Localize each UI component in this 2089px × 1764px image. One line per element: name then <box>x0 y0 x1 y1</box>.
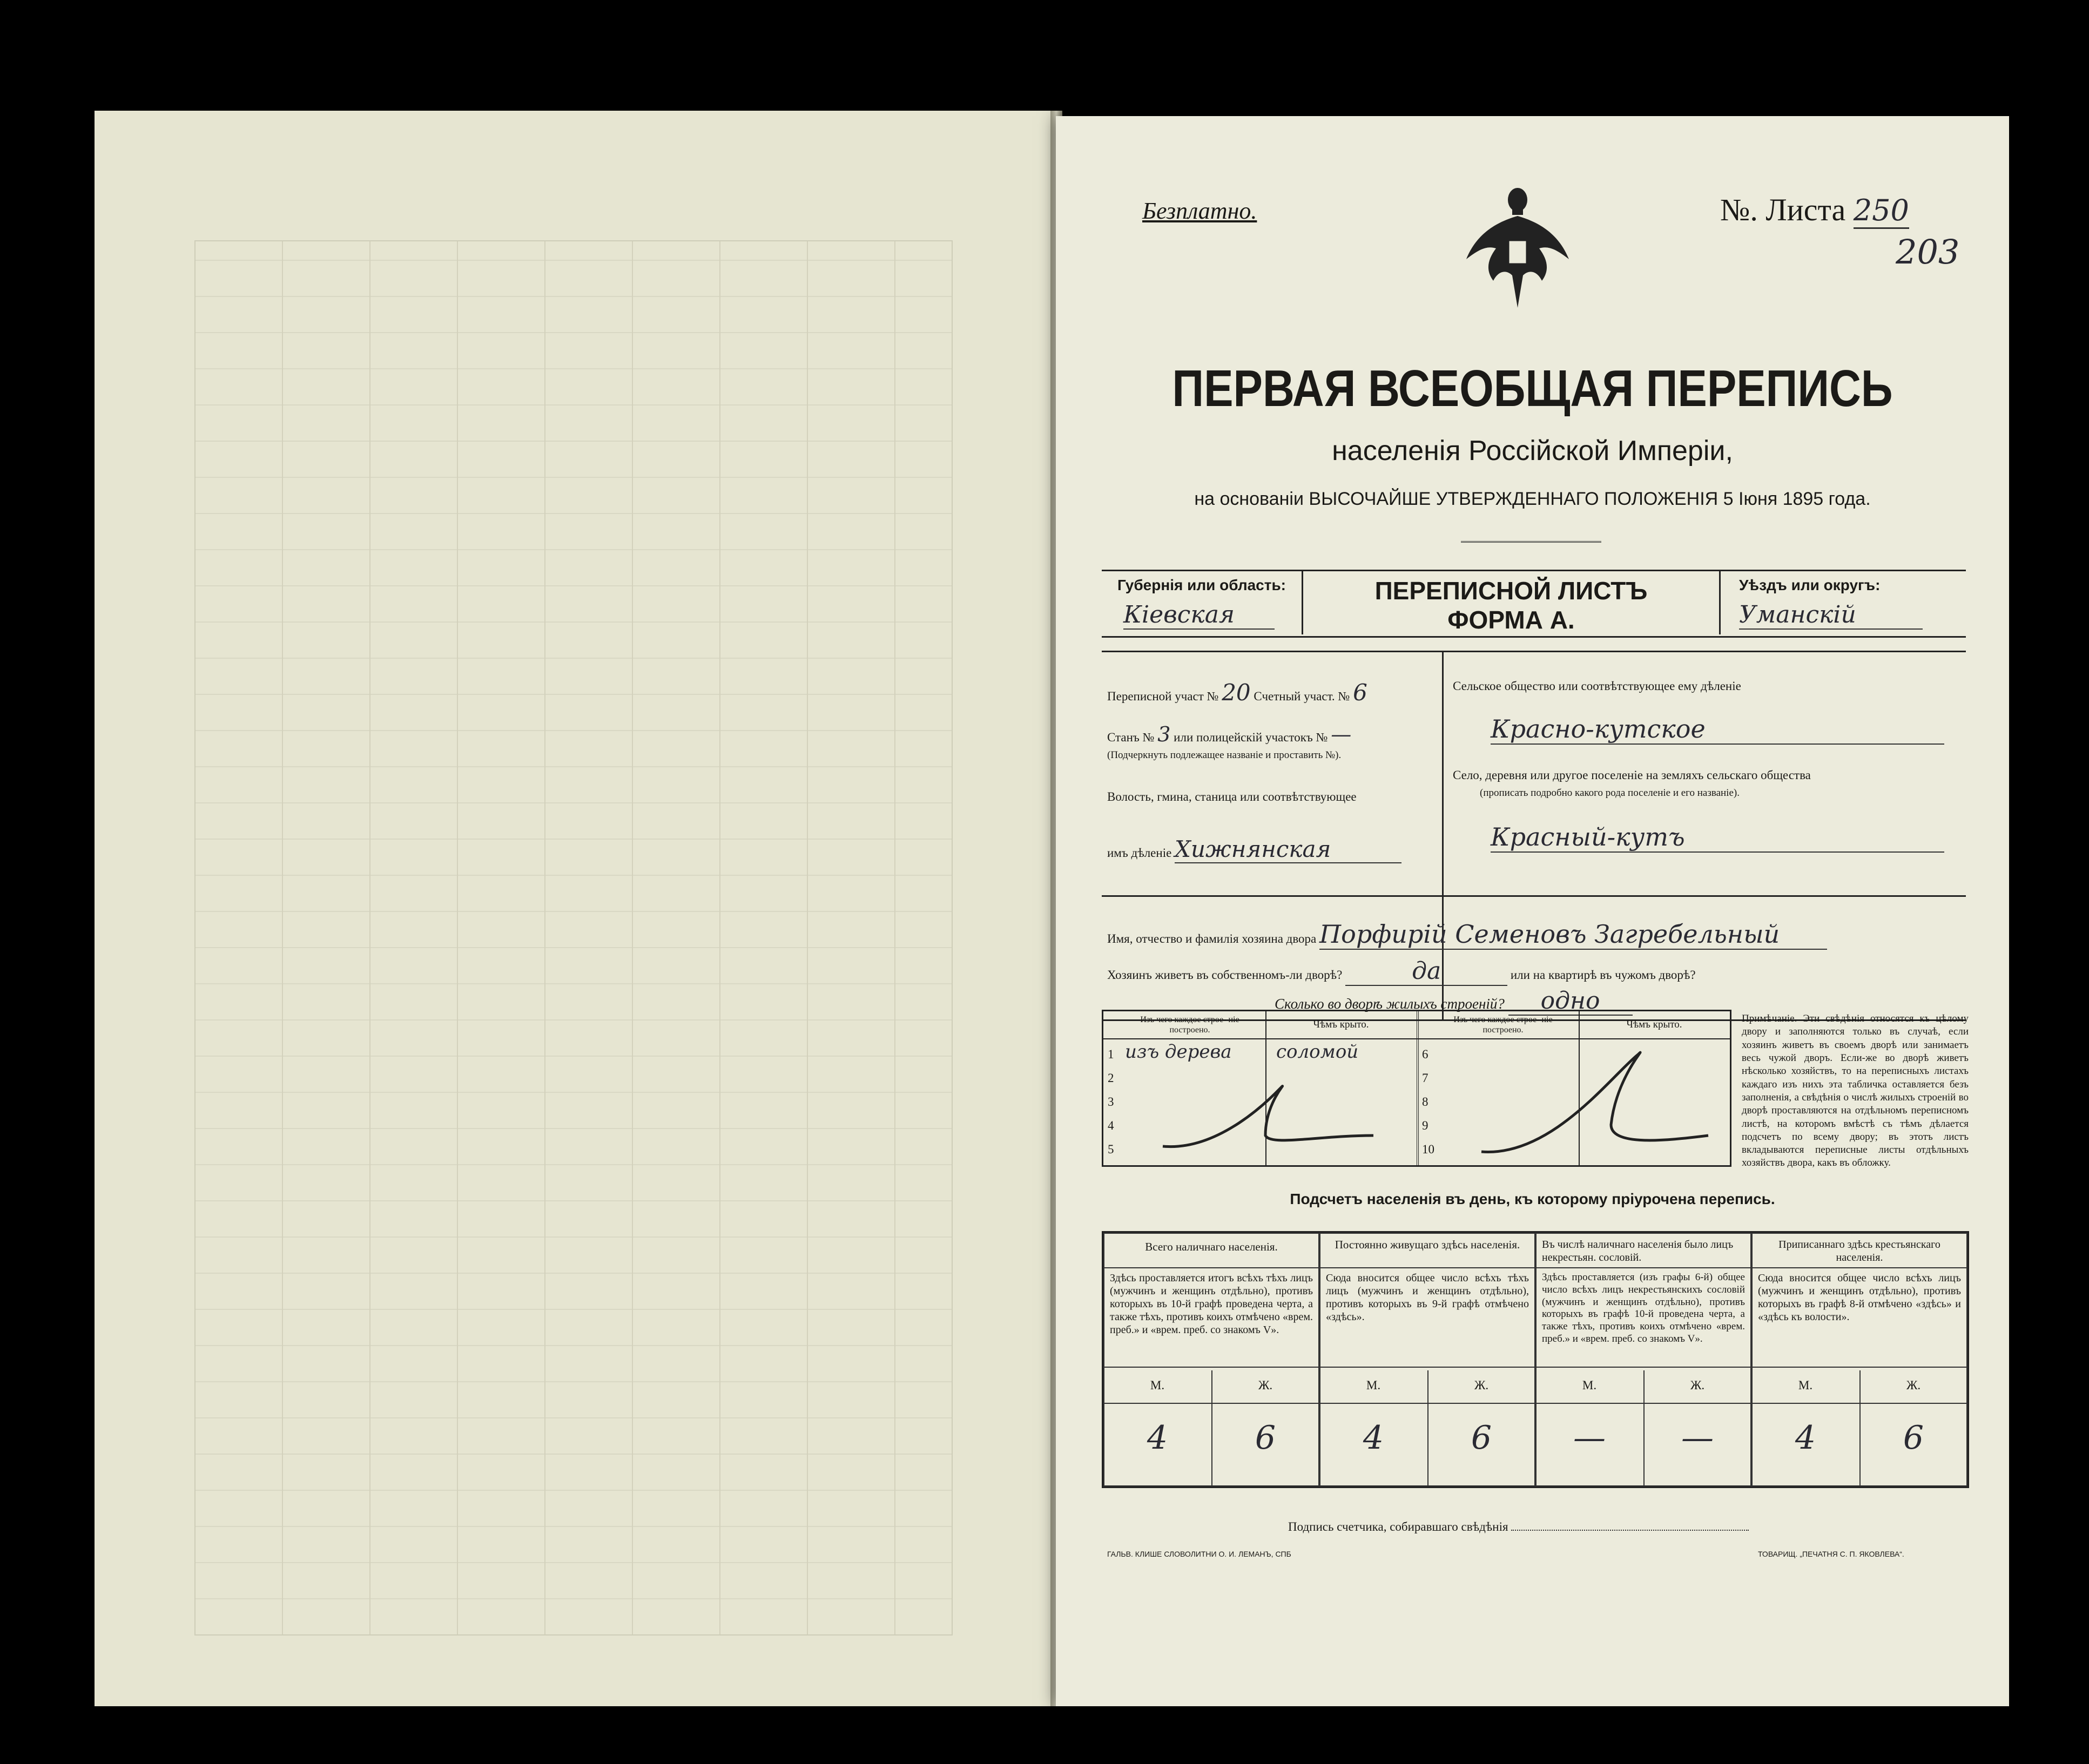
buildings-label: Сколько во дворѣ жилыхъ строеній? <box>1275 996 1505 1012</box>
police-label: или полицейскій участокъ № <box>1174 731 1328 744</box>
society-value: Красно-кутское <box>1491 714 1944 745</box>
count-value-f: — <box>1681 1419 1714 1457</box>
row-number: 10 <box>1422 1143 1434 1156</box>
f-label: Ж. <box>1258 1378 1273 1392</box>
stan-label: Станъ № <box>1107 731 1155 744</box>
population-count-table <box>1102 1231 1969 1488</box>
count-group-title: Всего наличнаго населенія. <box>1104 1234 1318 1268</box>
owner-separator <box>1102 895 1966 897</box>
count-group-desc: Здѣсь проставляется (изъ графы 6-й) общее число всѣхъ лицъ некрестьянскихъ сословій (мужчинъ и женщинъ отдѣльно), противъ которыхъ въ графѣ 10-й проведена черта, а также тѣхъ, противъ коихъ отмѣчено «врем. преб.» и «врем. преб. со знакомъ V». <box>1537 1268 1750 1368</box>
mf-header-row <box>1103 1370 1967 1404</box>
province-label: Губернія или область: <box>1117 577 1286 593</box>
count-group-title: Приписаннаго здѣсь крестьянскаго населенія. <box>1753 1234 1966 1268</box>
roof-header-right: Чѣмъ крыто. <box>1626 1019 1682 1030</box>
sheet-number-label: №. Листа <box>1720 192 1846 227</box>
signature-label: Подпись счетчика, собиравшаго свѣдѣнія <box>1288 1520 1508 1533</box>
row-numbers-right <box>1422 1043 1434 1161</box>
form-title: ПЕРЕПИСНОЙ ЛИСТЪ <box>1374 577 1648 605</box>
count-group-desc: Здѣсь проставляется итогъ всѣхъ тѣхъ лицъ (мужчинъ и женщинъ отдѣльно), противъ которыхъ въ 10-й графѣ проведена черта, а также тѣхъ, противъ коихъ отмѣчено «врем. преб.» и «врем. преб. со знакомъ V». <box>1104 1268 1318 1368</box>
province-block <box>1102 571 1302 636</box>
row-numbers-left <box>1108 1043 1114 1161</box>
volost-label: Волость, гмина, станица или соотвѣтствующее <box>1107 790 1357 803</box>
free-label: Безплатно. <box>1142 198 1257 224</box>
footer-left-imprint: ГАЛЬВ. КЛИШЕ СЛОВОЛИТНИ О. И. ЛЕМАНЪ, СПБ <box>1107 1550 1291 1558</box>
village-label: Село, деревня или другое поселеніе на земляхъ сельскаго общества <box>1453 768 1811 782</box>
row-number: 6 <box>1422 1047 1428 1061</box>
buildings-note: Примѣчаніе. Эти свѣдѣнія относятся къ цѣлому двору и заполняются только въ случаѣ, если хозяинъ живетъ въ своемъ дворѣ или занимаетъ весь чужой дворъ. Если-же во дворѣ живетъ нѣсколько хозяйствъ, то на переписныхъ листахъ каждаго изъ нихъ эта табличка оставляется безъ заполненія, а свѣдѣнія о числѣ жилыхъ строеній во дворѣ проставляются на отдѣльномъ переписномъ листѣ, на которомъ вмѣстѣ съ тѣмъ дѣлается подсчетъ по всему двору; въ этотъ листъ вкладываются переписные листы отдѣльныхъ хозяйствъ двора, какъ въ обложку. <box>1742 1013 1969 1169</box>
m-label: М. <box>1798 1378 1813 1392</box>
count-value-f: 6 <box>1471 1419 1492 1457</box>
row-number: 1 <box>1108 1047 1114 1061</box>
form-subtitle: ФОРМА А. <box>1447 606 1575 634</box>
row1-material: изъ дерева <box>1125 1041 1232 1063</box>
ornament-divider <box>1461 541 1601 543</box>
buildings-table-split <box>1417 1011 1419 1165</box>
row-number: 3 <box>1108 1095 1114 1109</box>
f-label: Ж. <box>1474 1378 1489 1392</box>
main-title: ПЕРВАЯ ВСЕОБЩАЯ ПЕРЕПИСЬ <box>1172 360 1893 417</box>
owner-row <box>1107 920 1966 950</box>
village-note: (прописать подробно какого рода поселеніе и его названіе). <box>1480 787 1740 799</box>
buildings-header-rule <box>1103 1038 1730 1039</box>
f-label: Ж. <box>1906 1378 1921 1392</box>
row1-roof: соломой <box>1276 1041 1359 1063</box>
sheet-number-value: 250 <box>1854 193 1909 229</box>
province-value: Кіевская <box>1123 601 1275 630</box>
census-area-row <box>1107 679 1437 706</box>
m-label: М. <box>1150 1378 1165 1392</box>
subtitle: населенія Россійской Имперіи, <box>1332 435 1733 467</box>
signature-line <box>1511 1530 1749 1531</box>
signature-row <box>1288 1520 1909 1534</box>
row-number: 2 <box>1108 1071 1114 1085</box>
count-value-f: 6 <box>1903 1419 1924 1457</box>
volost-label-2: имъ дѣленіе <box>1107 846 1172 860</box>
count-value-m: 4 <box>1147 1419 1168 1457</box>
m-label: М. <box>1582 1378 1597 1392</box>
row-number: 9 <box>1422 1119 1428 1132</box>
volost-value: Хижнянская <box>1175 836 1401 863</box>
count-group-desc: Сюда вносится общее число всѣхъ лицъ (мужчинъ и женщинъ отдѣльно), противъ которыхъ въ графѣ 8-й отмѣчено «здѣсь» и «здѣсь къ волости». <box>1753 1268 1966 1368</box>
fields-area <box>1102 651 1966 1021</box>
material-header-right: Изъ чего каждое строе- ніе построено. <box>1453 1015 1553 1035</box>
count-value-f: 6 <box>1255 1419 1276 1457</box>
row-number: 8 <box>1422 1095 1428 1109</box>
society-label: Сельское общество или соотвѣтствующее ему дѣленіе <box>1453 679 1741 693</box>
count-heading: Подсчетъ населенія въ день, къ которому пріурочена перепись. <box>1290 1191 1775 1207</box>
row-number: 7 <box>1422 1071 1428 1085</box>
village-value: Красный-кутъ <box>1491 822 1944 853</box>
buildings-value: одно <box>1508 987 1633 1016</box>
material-header-left: Изъ чего каждое строе- ніе построено. <box>1140 1015 1239 1035</box>
count-area-label: Счетный участ. № <box>1254 690 1350 703</box>
stan-row <box>1107 722 1437 746</box>
census-form-page <box>1056 116 2009 1706</box>
double-eagle-emblem-icon <box>1455 184 1580 313</box>
footer-right-imprint: ТОВАРИЩ. „ПЕЧАТНЯ С. П. ЯКОВЛЕВА“. <box>1758 1550 1904 1558</box>
owner-value: Порфирій Семеновъ Загребельный <box>1319 920 1827 950</box>
strike-mark-right <box>1476 1044 1714 1163</box>
form-title-block <box>1302 570 1721 634</box>
own-yard-label: Хозяинъ живетъ въ собственномъ-ли дворѣ? <box>1107 968 1343 982</box>
own-yard-value: да <box>1345 957 1507 986</box>
strike-mark-left <box>1157 1071 1384 1163</box>
row-number: 4 <box>1108 1119 1114 1132</box>
owner-label: Имя, отчество и фамилія хозяина двора <box>1107 932 1317 945</box>
district-value: Уманскій <box>1739 601 1923 630</box>
ghost-table-grid <box>194 240 953 1635</box>
own-yard-row <box>1107 957 1966 986</box>
district-label: Уѣздъ или округъ: <box>1739 577 1881 593</box>
count-group-title: Въ числѣ наличнаго населенія было лицъ некрестьян. сословій. <box>1537 1234 1750 1268</box>
row-number: 5 <box>1108 1143 1114 1156</box>
census-area-value: 20 <box>1222 679 1251 706</box>
stan-value: 3 <box>1157 722 1171 746</box>
district-block <box>1717 571 1966 636</box>
left-page <box>95 111 1056 1706</box>
stan-note: (Подчеркнуть подлежащее названіе и проставить №). <box>1107 749 1342 761</box>
count-value-m: 4 <box>1363 1419 1384 1457</box>
count-area-value: 6 <box>1353 679 1367 706</box>
count-group-desc: Сюда вносится общее число всѣхъ тѣхъ лицъ (мужчинъ и женщинъ отдѣльно), противъ которыхъ въ 9-й графѣ отмѣчено «здѣсь». <box>1320 1268 1534 1368</box>
f-label: Ж. <box>1690 1378 1705 1392</box>
buildings-table <box>1102 1010 1731 1167</box>
form-header-band <box>1102 570 1966 638</box>
m-label: М. <box>1366 1378 1381 1392</box>
police-value: — <box>1331 722 1352 746</box>
sheet-number-block <box>1720 192 1909 228</box>
roof-header-left: Чѣмъ крыто. <box>1313 1019 1369 1030</box>
basis-line: на основаніи ВЫСОЧАЙШЕ УТВЕРЖДЕННАГО ПОЛОЖЕНІЯ 5 Іюня 1895 года. <box>1194 489 1871 509</box>
volost-row <box>1107 836 1437 863</box>
census-area-label: Переписной участ № <box>1107 690 1219 703</box>
apartment-label: или на квартирѣ въ чужомъ дворѣ? <box>1510 968 1696 982</box>
archive-number: 203 <box>1896 232 1960 272</box>
count-value-m: — <box>1573 1419 1606 1457</box>
count-value-m: 4 <box>1795 1419 1816 1457</box>
count-group-title: Постоянно живущаго здѣсь населенія. <box>1320 1234 1534 1268</box>
